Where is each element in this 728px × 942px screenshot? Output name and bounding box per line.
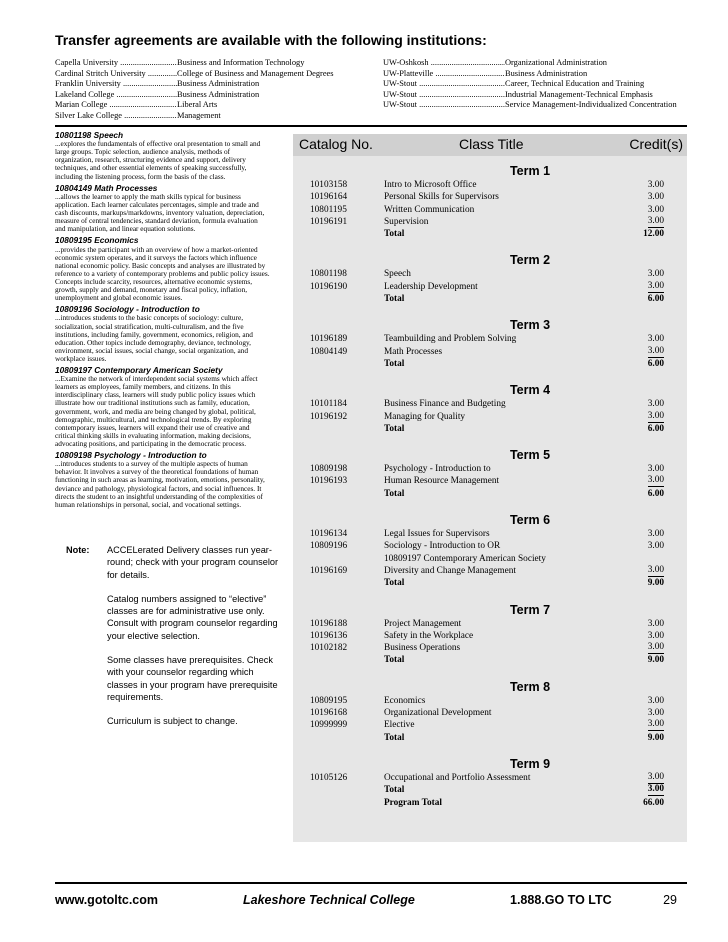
institution-row	[383, 79, 683, 90]
catalog-number: 10102182	[310, 643, 348, 654]
course-row	[293, 695, 687, 707]
total-row	[293, 488, 687, 500]
class-title: Safety in the Workplace	[384, 630, 474, 641]
description-heading: 10809197 Contemporary American Society	[55, 364, 223, 375]
credit-value: 3.00	[647, 695, 664, 706]
credit-value: 3.00	[647, 719, 664, 730]
description-text: ...introduces students to a survey of the multiple aspects of human behavior. It involves a survey of the theoretical foundations of human functioning in such areas as learning, motivation, emotions, personality, deviance and pathology, physiological factors, and social influences. It directs the student to an insightful understanding of the complexities of human relationships in personal, social, and vocational settings.	[55, 459, 265, 509]
course-row	[293, 333, 687, 345]
total-value: 9.00	[647, 578, 664, 589]
class-title: Psychology - Introduction to	[384, 464, 491, 475]
term-title: Term 4	[509, 383, 551, 398]
total-value: 9.00	[647, 655, 664, 666]
course-row	[293, 179, 687, 191]
term-title: Term 5	[509, 448, 551, 463]
description-heading: 10809196 Sociology - Introduction to	[55, 304, 200, 315]
description-text: ...introduces students to the basic concepts of sociology: culture, socialization, social stratification, multi-culturalism, and the five institutions, including family, government, economics, religion, and education. Other topics include demography, deviance, technology, environment, social issues, social change, social organization, and workplace issues.	[55, 313, 253, 363]
credit-value: 3.00	[647, 345, 664, 356]
institution-name: Marian College .....	[55, 100, 177, 111]
total-row	[293, 732, 687, 744]
term-section	[293, 310, 687, 375]
institution-row	[55, 79, 375, 90]
catalog-number: 10196192	[310, 411, 348, 422]
class-title: Personal Skills for Supervisors	[384, 192, 499, 203]
total-row	[293, 784, 687, 796]
credit-value: 3.00	[647, 399, 664, 410]
term-section	[293, 156, 687, 245]
term-title: Term 9	[509, 756, 551, 771]
course-row	[293, 463, 687, 475]
class-title: 10809197 Contemporary American Society	[384, 553, 546, 564]
catalog-number: 10103158	[310, 180, 348, 190]
catalog-number: 10105126	[310, 772, 348, 783]
class-title: Teambuilding and Problem Solving	[384, 334, 517, 345]
total-row	[293, 228, 687, 240]
catalog-number: 10196189	[310, 334, 348, 345]
total-label: Total	[384, 578, 405, 589]
catalog-number: 10196191	[310, 216, 348, 227]
total-row	[293, 358, 687, 370]
institution-name: Silver Lake College .....	[55, 111, 177, 122]
total-value: 6.00	[647, 358, 664, 369]
catalog-number: 10196169	[310, 565, 348, 576]
course-row	[293, 268, 687, 280]
class-title: Organizational Development	[384, 708, 492, 719]
institution-program: Management	[177, 110, 221, 120]
catalog-number: 10809196	[310, 541, 348, 552]
description-text: ...allows the learner to apply the math skills typical for business application. Each learner calculates percentages, simple and trade and cash discounts, markups/markdowns, inventory valuation, depreciation, measure of central tendencies, standard deviation, formula evaluation and manipulation, and linear equation solutions.	[55, 191, 265, 234]
term-section	[293, 595, 687, 672]
credit-value: 3.00	[647, 475, 664, 486]
course-row	[293, 553, 687, 565]
description-item	[55, 236, 270, 302]
course-descriptions	[55, 131, 270, 512]
institution-row	[55, 58, 375, 69]
credit-value: 3.00	[647, 180, 664, 190]
institution-program: Career, Technical Education and Training	[505, 79, 645, 89]
institution-program: Business Administration	[505, 68, 588, 78]
total-value: 6.00	[647, 488, 664, 499]
institution-row	[383, 100, 683, 111]
credit-value: 3.00	[647, 541, 664, 552]
total-value: 12.00	[643, 229, 664, 240]
note-paragraph: Some classes have prerequisites. Check with your counselor regarding which classes in your program have prerequisite requirements.	[107, 655, 278, 702]
credits-column-header: Credit(s)	[629, 136, 683, 152]
catalog-number: 10196164	[310, 192, 348, 203]
total-label: Total	[384, 294, 405, 305]
catalog-number: 10101184	[310, 399, 347, 410]
total-label: Total	[384, 229, 405, 240]
total-value: 66.00	[643, 797, 664, 808]
catalog-number: 10801195	[310, 204, 347, 215]
institution-program: Organizational Administration	[505, 58, 607, 67]
class-title: Supervision	[384, 216, 429, 227]
institution-program: College of Business and Management Degrees	[177, 68, 334, 78]
term-title: Term 7	[509, 602, 551, 617]
class-title: Business Operations	[384, 643, 461, 654]
institution-row	[55, 69, 375, 80]
credit-value: 3.00	[647, 529, 664, 540]
total-label: Program Total	[384, 797, 442, 808]
page-number: 29	[663, 893, 677, 907]
description-text: ...provides the participant with an overview of how a market-oriented economic system operates, and it surveys the factors which influence national economic policy. Basic concepts and analyses are illustrated by reference to a variety of contemporary problems and public policy issues. Concepts include scarcity, resources, alternative economic systems, growth, supply and demand, monetary and fiscal policy, inflation, unemployment and global economic issues.	[55, 244, 270, 303]
term-section	[293, 440, 687, 505]
course-row	[293, 540, 687, 552]
total-row	[293, 423, 687, 435]
institution-program: Business Administration	[177, 79, 260, 89]
course-row	[293, 346, 687, 358]
credit-value: 3.00	[647, 269, 664, 280]
total-value: 3.00	[647, 784, 664, 795]
title-column-header: Class Title	[459, 136, 524, 152]
catalog-number: 10999999	[310, 720, 348, 731]
class-title: Legal Issues for Supervisors	[384, 529, 490, 540]
total-row	[293, 654, 687, 666]
class-title: Sociology - Introduction to OR	[384, 541, 501, 552]
credit-value: 3.00	[647, 410, 664, 421]
course-row	[293, 772, 687, 784]
footer-website: www.gotoltc.com	[55, 893, 159, 907]
institution-name: UW-Stout .....	[383, 90, 505, 101]
term-section	[293, 749, 687, 814]
catalog-number: 10801198	[310, 269, 347, 280]
footer-college-name: Lakeshore Technical College	[243, 893, 415, 907]
class-title: Intro to Microsoft Office	[384, 180, 477, 190]
catalog-number: 10196188	[310, 618, 348, 629]
credit-value: 3.00	[647, 771, 664, 782]
course-row	[293, 565, 687, 577]
class-title: Managing for Quality	[384, 411, 466, 422]
course-row	[293, 281, 687, 293]
term-section	[293, 672, 687, 749]
description-item	[55, 184, 270, 234]
institution-row	[55, 100, 375, 111]
credit-value: 3.00	[647, 618, 664, 629]
catalog-number: 10809198	[310, 464, 348, 475]
term-title: Term 8	[509, 679, 551, 694]
catalog-number: 10196134	[310, 529, 348, 540]
description-heading: 10801198 Speech	[55, 130, 124, 140]
course-row	[293, 475, 687, 487]
note-label: Note:	[66, 545, 90, 555]
institution-program: Business Administration	[177, 89, 260, 99]
description-text: ...explores the fundamentals of effective oral presentation to small and large groups. Topic selection, audience analysis, methods of organization, research, structuring evidence and support, delivery techniques, and other essential elements of speaking successfully, including the listening process, form the basis of the class.	[55, 139, 261, 181]
institution-program: Service Management-Individualized Concentration	[505, 100, 677, 110]
note-paragraphs	[107, 544, 286, 728]
class-title: Diversity and Change Management	[384, 565, 516, 576]
catalog-number: 10809195	[310, 695, 348, 706]
description-item	[55, 366, 270, 448]
top-divider	[55, 125, 687, 127]
note-paragraph: ACCELerated Delivery classes run year-round; check with your program counselor for details.	[107, 545, 279, 580]
total-label: Total	[384, 358, 405, 369]
term-title: Term 2	[509, 253, 551, 268]
institution-name: UW-Platteville .....	[383, 69, 505, 80]
page-footer	[55, 893, 687, 911]
total-row	[293, 293, 687, 305]
credit-value: 3.00	[647, 334, 664, 345]
description-item	[55, 305, 270, 363]
note-paragraph: Catalog numbers assigned to “elective” classes are for administrative use only. Consult with program counselor regarding your elective selection.	[107, 593, 278, 641]
credit-value: 3.00	[647, 204, 664, 215]
course-row	[293, 642, 687, 654]
class-title: Written Communication	[384, 204, 475, 215]
credit-value: 3.00	[647, 464, 664, 475]
institution-name: Cardinal Stritch University .....	[55, 69, 177, 80]
total-label: Total	[384, 785, 405, 796]
institution-name: Lakeland College .....	[55, 90, 177, 101]
course-row	[293, 618, 687, 630]
institution-row	[55, 90, 375, 101]
total-value: 6.00	[647, 423, 664, 434]
class-title: Elective	[384, 720, 415, 731]
catalog-column-header: Catalog No.	[299, 136, 373, 152]
class-title: Math Processes	[384, 346, 443, 357]
description-text: ...Examine the network of interdependent social systems which affect learners as employees, family members, and citizens. In this interdisciplinary class, learners will study public policy issues which illustrate how our traditional institutions such as family, education, government, work, and media are being changed by global, political, demographic, multicultural, and technological trends. By exploring contemporary issues, learners will expand their use of creative and critical thinking skills in evaluating information, making decisions, advocating positions, and participating in the democratic process.	[55, 374, 258, 448]
page-heading: Transfer agreements are available with the following institutions:	[55, 32, 487, 48]
class-title: Human Resource Management	[384, 476, 500, 487]
class-title: Leadership Development	[384, 281, 478, 292]
course-row	[293, 216, 687, 228]
total-label: Total	[384, 423, 405, 434]
institution-name: UW-Stout .....	[383, 100, 505, 111]
credit-value: 3.00	[647, 564, 664, 575]
total-label: Total	[384, 488, 405, 499]
credit-value: 3.00	[647, 642, 664, 653]
total-row	[293, 797, 687, 809]
credit-value: 3.00	[647, 708, 664, 719]
note-paragraph: Curriculum is subject to change.	[107, 716, 238, 727]
term-title: Term 6	[509, 513, 551, 528]
class-title: Economics	[384, 695, 426, 706]
institution-program: Business and Information Technology	[177, 58, 305, 67]
total-label: Total	[384, 655, 405, 666]
class-title: Occupational and Portfolio Assessment	[384, 772, 531, 783]
institution-list-right	[383, 58, 683, 111]
institution-row	[383, 69, 683, 80]
note-block	[66, 544, 286, 740]
total-row	[293, 577, 687, 589]
institution-row	[383, 90, 683, 101]
bottom-divider	[55, 882, 687, 884]
institution-row	[383, 58, 683, 69]
curriculum-table-header	[293, 134, 687, 156]
class-title: Speech	[384, 269, 411, 280]
institution-row	[55, 111, 375, 122]
footer-phone: 1.888.GO TO LTC	[510, 893, 612, 907]
total-value: 6.00	[647, 294, 664, 305]
class-title: Business Finance and Budgeting	[384, 399, 506, 410]
course-row	[293, 411, 687, 423]
term-section	[293, 375, 687, 440]
curriculum-table	[293, 156, 687, 842]
credit-value: 3.00	[647, 215, 664, 226]
institution-list-left	[55, 58, 375, 122]
class-title: Project Management	[384, 618, 462, 629]
institution-program: Liberal Arts	[177, 100, 218, 110]
course-row	[293, 398, 687, 410]
term-section	[293, 245, 687, 310]
total-value: 9.00	[647, 732, 664, 743]
description-heading: 10809195 Economics	[55, 235, 139, 246]
term-title: Term 1	[509, 164, 551, 178]
institution-name: UW-Stout .....	[383, 79, 505, 90]
total-label: Total	[384, 732, 405, 743]
description-heading: 10809198 Psychology - Introduction to	[55, 450, 207, 461]
credit-value: 3.00	[647, 192, 664, 203]
term-section	[293, 505, 687, 594]
catalog-number: 10196193	[310, 476, 348, 487]
course-row	[293, 204, 687, 216]
institution-name: UW-Oshkosh .....	[383, 58, 505, 69]
course-row	[293, 191, 687, 203]
description-heading: 10804149 Math Processes	[55, 182, 158, 193]
catalog-number: 10804149	[310, 346, 348, 357]
institution-name: Capella University .....	[55, 58, 177, 69]
course-row	[293, 630, 687, 642]
course-row	[293, 719, 687, 731]
credit-value: 3.00	[647, 630, 664, 641]
description-item	[55, 451, 270, 509]
term-title: Term 3	[509, 318, 551, 333]
credit-value: 3.00	[647, 280, 664, 291]
description-item	[55, 131, 270, 181]
catalog-number: 10196136	[310, 630, 348, 641]
course-row	[293, 528, 687, 540]
course-row	[293, 707, 687, 719]
institution-name: Franklin University .....	[55, 79, 177, 90]
catalog-number: 10196190	[310, 281, 348, 292]
institution-program: Industrial Management-Technical Emphasis	[505, 89, 653, 99]
catalog-number: 10196168	[310, 708, 348, 719]
